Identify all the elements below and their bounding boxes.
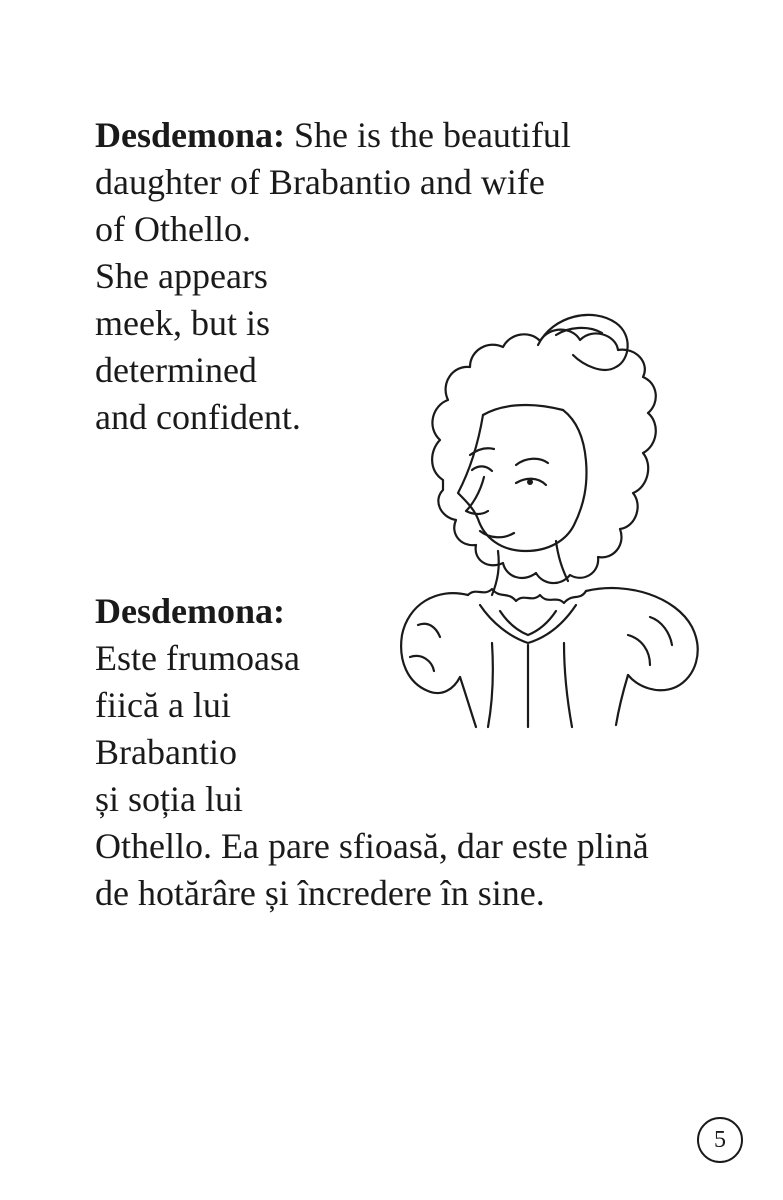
romanian-line: Brabantio — [95, 732, 237, 772]
eyebrow-right — [516, 459, 548, 465]
english-line: and confident. — [95, 397, 301, 437]
english-line: meek, but is — [95, 303, 270, 343]
english-line: She appears — [95, 256, 268, 296]
collar — [468, 589, 586, 603]
english-line: determined — [95, 350, 257, 390]
english-line: daughter of Brabantio and wife — [95, 162, 545, 202]
romanian-line: și soția lui — [95, 779, 244, 819]
sleeve-left — [401, 593, 468, 693]
romanian-line: Othello. Ea pare sfioasă, dar este plină — [95, 826, 649, 866]
page-number: 5 — [714, 1127, 726, 1153]
character-name-label-romanian: Desdemona: — [95, 591, 285, 631]
desdemona-portrait-illustration — [388, 305, 708, 730]
page-number-badge — [697, 1117, 743, 1163]
sleeve-right — [586, 588, 698, 690]
nose — [466, 477, 488, 514]
english-line: of Othello. — [95, 209, 251, 249]
character-name-label: Desdemona: — [95, 115, 285, 155]
english-intro-text: She is the beautiful — [284, 115, 571, 155]
bodice — [460, 675, 628, 727]
hair-outline — [432, 330, 656, 583]
eye-left — [472, 466, 492, 471]
romanian-line: fiică a lui — [95, 685, 231, 725]
neck — [492, 551, 499, 595]
romanian-line: de hotărâre și încredere în sine. — [95, 873, 545, 913]
english-line-1 — [95, 112, 571, 159]
romanian-line: Este frumoasa — [95, 638, 300, 678]
